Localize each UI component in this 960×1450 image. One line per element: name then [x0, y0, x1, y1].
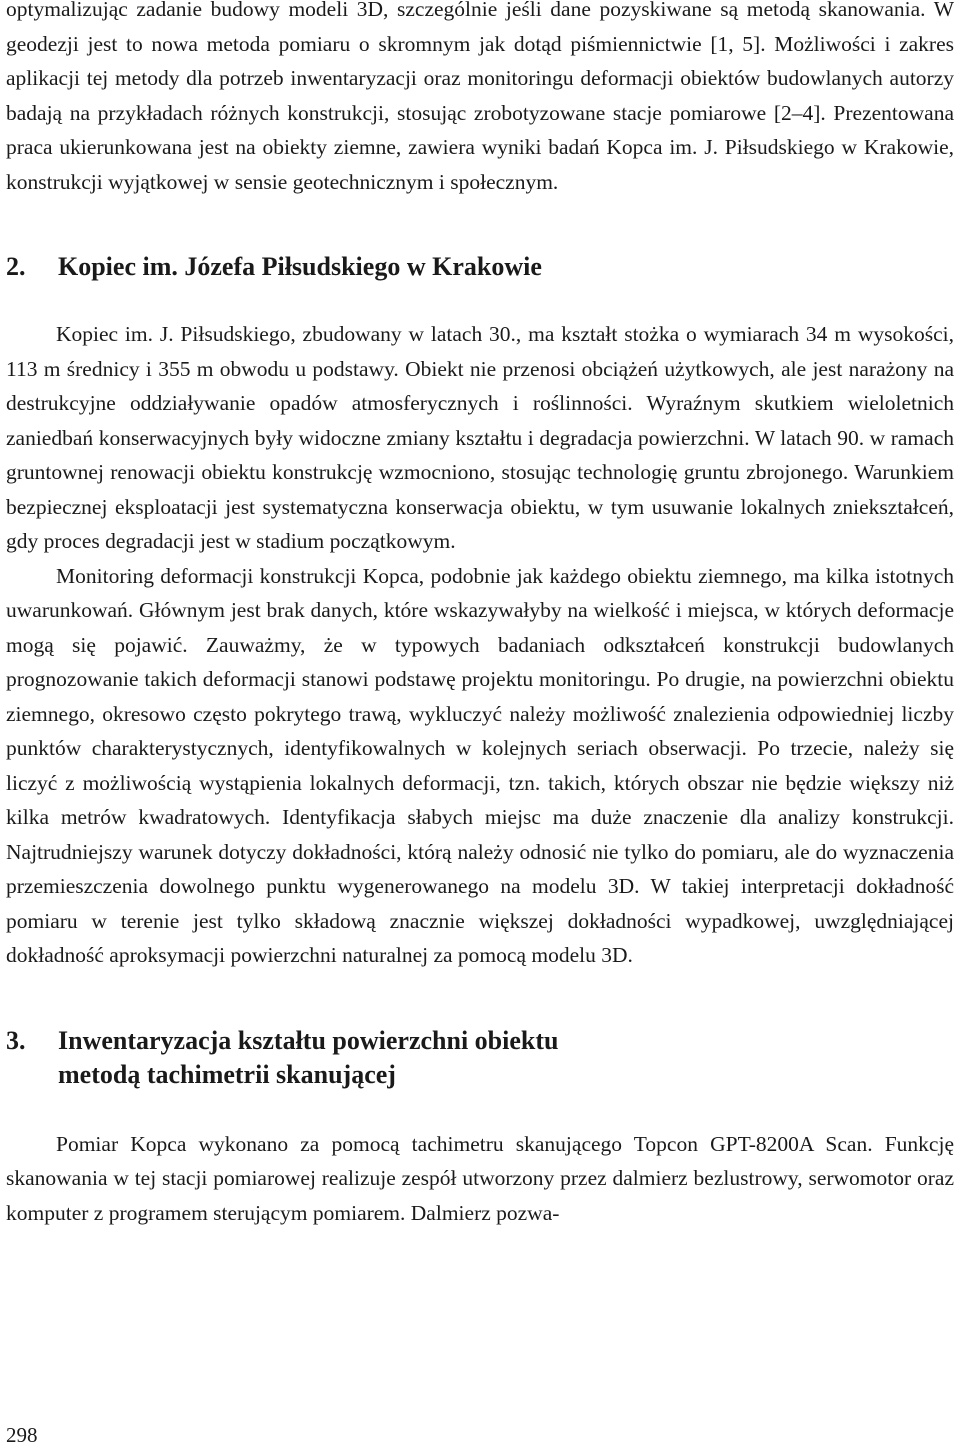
- section-3-heading: [6, 1024, 954, 1092]
- page-content: [6, 0, 954, 1230]
- section-3-title-line-2: metodą tachimetrii skanującej: [58, 1059, 396, 1089]
- section-2-number: 2.: [6, 252, 26, 281]
- section-2-paragraph-1: Kopiec im. J. Piłsudskiego, zbudowany w latach 30., ma kształt stożka o wymiarach 34 m wysokości, 113 m średnicy i 355 m obwodu u podstawy. Obiekt nie przenosi obciążeń użytkowych, ale jest narażony na destrukcyjne oddziaływanie opadów atmosferycznych i roślinności. Wyraźnym skutkiem wieloletnich zaniedbań konserwacyjnych były widoczne zmiany kształtu i degradacja powierzchni. W latach 90. w ramach gruntownej renowacji obiektu konstrukcję wzmocniono, stosując technologię gruntu zbrojonego. Warunkiem bezpiecznej eksploatacji jest systematyczna konserwacja obiektu, w tym usuwanie lokalnych zniekształceń, gdy proces degradacji jest w stadium początkowym.: [6, 322, 954, 553]
- section-2-title: Kopiec im. Józefa Piłsudskiego w Krakowie: [58, 252, 542, 281]
- page-number: 298: [6, 1423, 38, 1447]
- section-3-number: 3.: [6, 1025, 26, 1055]
- section-3-title: [58, 1024, 558, 1092]
- intro-paragraph: optymalizując zadanie budowy modeli 3D, szczególnie jeśli dane pozyskiwane są metodą skanowania. W geodezji jest to nowa metoda pomiaru o skromnym jak dotąd piśmiennictwie [1, 5]. Możliwości i zakres aplikacji tej metody dla potrzeb inwentaryzacji oraz monitoringu deformacji obiektów budowlanych autorzy badają na przykładach różnych konstrukcji, stosując zrobotyzowane stacje pomiarowe [2–4]. Prezentowana praca ukierunkowana jest na obiekty ziemne, zawiera wyniki badań Kopca im. J. Piłsudskiego w Krakowie, konstrukcji wyjątkowej w sensie geotechnicznym i społecznym.: [6, 0, 954, 194]
- section-3-title-line-1: Inwentaryzacja kształtu powierzchni obiektu: [58, 1025, 559, 1055]
- section-3-paragraph: Pomiar Kopca wykonano za pomocą tachimetru skanującego Topcon GPT-8200A Scan. Funkcję skanowania w tej stacji pomiarowej realizuje zespół utworzony przez dalmierz bezlustrowy, serwomotor oraz komputer z programem sterującym pomiarem. Dalmierz pozwa-: [6, 1131, 954, 1225]
- section-2-paragraph-2: Monitoring deformacji konstrukcji Kopca, podobnie jak każdego obiektu ziemnego, ma kilka istotnych uwarunkowań. Głównym jest brak danych, które wskazywałyby na wielkość i miejsca, w których deformacje mogą się pojawić. Zauważmy, że w typowych badaniach odkształceń konstrukcji budowlanych prognozowanie takich deformacji stanowi podstawę projektu monitoringu. Po drugie, na powierzchni obiektu ziemnego, okresowo często pokrytego trawą, wykluczyć należy możliwość znalezienia odpowiedniej liczby punktów charakterystycznych, identyfikowalnych w kolejnych seriach obserwacji. Po trzecie, należy się liczyć z możliwością wystąpienia lokalnych deformacji, tzn. takich, których obszar nie będzie większy niż kilka metrów kwadratowych. Identyfikacja słabych miejsc ma duże znaczenie dla analizy konstrukcji. Najtrudniejszy warunek dotyczy dokładności, którą należy odnosić nie tylko do pomiaru, ale do wyznaczenia przemieszczenia dowolnego punktu wygenerowanego na modelu 3D. W takiej interpretacji dokładność pomiaru w terenie jest tylko składową znacznie większej dokładności wypadkowej, uwzględniającej dokładność aproksymacji powierzchni naturalnej za pomocą modelu 3D.: [6, 563, 954, 967]
- section-2-heading: [6, 250, 954, 284]
